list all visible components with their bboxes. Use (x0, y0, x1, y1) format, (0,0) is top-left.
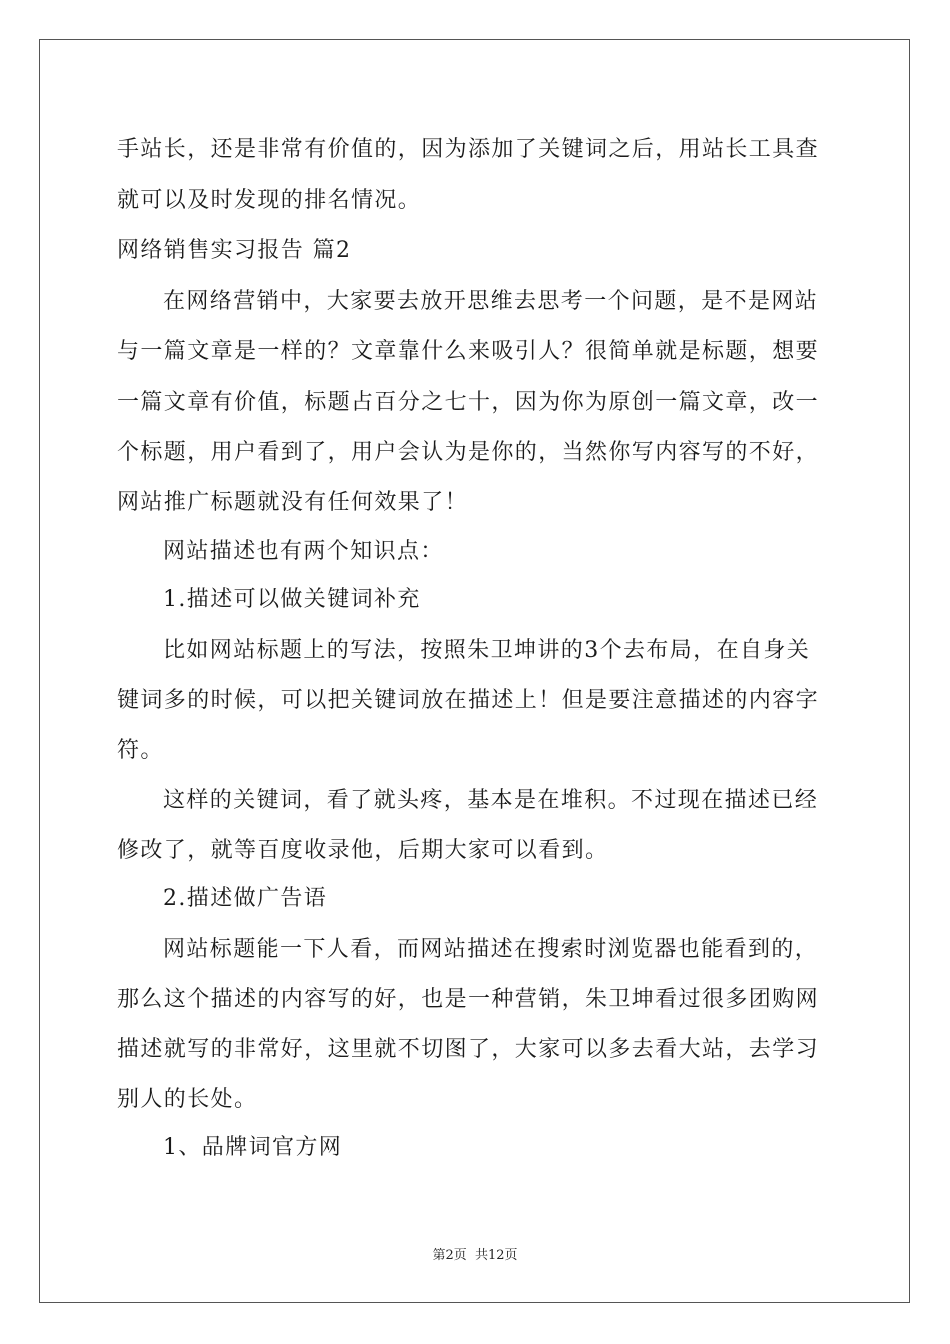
paragraph-line: 在网络营销中，大家要去放开思维去思考一个问题，是不是网站 (163, 289, 819, 314)
paragraph-line: 网站标题能一下人看，而网站描述在搜索时浏览器也能看到的， (163, 937, 819, 962)
paragraph-line: 那么这个描述的内容写的好，也是一种营销，朱卫坤看过很多团购网 (117, 987, 820, 1012)
paragraph-line: 手站长，还是非常有价值的，因为添加了关键词之后，用站长工具查 (117, 137, 820, 162)
page-footer (0, 1244, 950, 1263)
list-item-heading: 2.描述做广告语 (163, 886, 328, 911)
paragraph-line: 网站描述也有两个知识点： (163, 539, 444, 564)
paragraph-line: 键词多的时候，可以把关键词放在描述上！但是要注意描述的内容字 (117, 688, 820, 713)
paragraph-line: 这样的关键词，看了就头疼，基本是在堆积。不过现在描述已经 (163, 788, 819, 813)
paragraph-line: 符。 (117, 738, 164, 763)
paragraph-line: 别人的长处。 (117, 1087, 258, 1112)
paragraph-line: 比如网站标题上的写法，按照朱卫坤讲的3个去布局，在自身关 (163, 638, 811, 663)
paragraph-line: 网站推广标题就没有任何效果了！ (117, 490, 469, 515)
paragraph-line: 修改了，就等百度收录他，后期大家可以看到。 (117, 838, 609, 863)
list-item-heading: 1、品牌词官方网 (163, 1135, 343, 1160)
list-item-heading: 1.描述可以做关键词补充 (163, 587, 421, 612)
page-number: 第2页 (432, 1248, 467, 1263)
paragraph-line: 一篇文章有价值，标题占百分之七十，因为你为原创一篇文章，改一 (117, 390, 820, 415)
paragraph-line: 与一篇文章是一样的？文章靠什么来吸引人？很简单就是标题，想要 (117, 339, 820, 364)
paragraph-line: 描述就写的非常好，这里就不切图了，大家可以多去看大站，去学习 (117, 1037, 820, 1062)
section-heading: 网络销售实习报告 篇2 (117, 238, 352, 263)
paragraph-line: 就可以及时发现的排名情况。 (117, 188, 422, 213)
paragraph-line: 个标题，用户看到了，用户会认为是你的，当然你写内容写的不好， (117, 440, 820, 465)
page-total: 共12页 (474, 1248, 518, 1263)
